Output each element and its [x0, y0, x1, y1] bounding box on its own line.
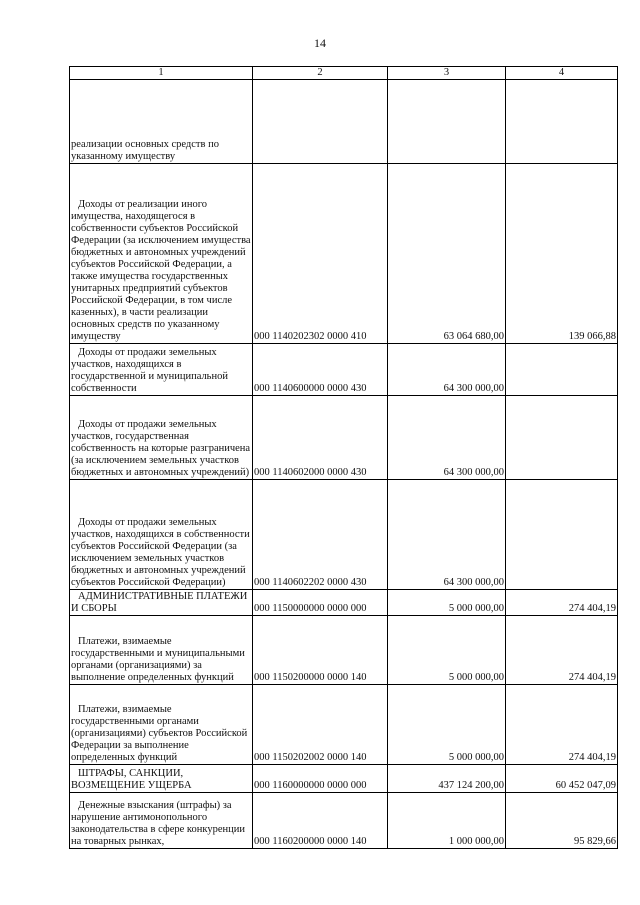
table-row [70, 765, 618, 793]
row-plan: 5 000 000,00 [388, 590, 506, 616]
row-fact [506, 396, 618, 480]
row-name: Доходы от продажи земельных участков, находящихся в собственности субъектов Российской Федерации (за исключением земельных участков бюджетных и автономных учреждений субъектов Российской Федерации) [70, 480, 253, 590]
row-fact [506, 80, 618, 164]
column-header: 4 [506, 67, 618, 80]
row-plan: 64 300 000,00 [388, 396, 506, 480]
row-code: 000 1150000000 0000 000 [253, 590, 388, 616]
row-fact: 274 404,19 [506, 685, 618, 765]
table-row [70, 164, 618, 344]
table-row [70, 80, 618, 164]
row-name: Денежные взыскания (штрафы) за нарушение антимонопольного законодательства в сфере конкуренции на товарных рынках, [70, 793, 253, 849]
column-header: 2 [253, 67, 388, 80]
row-fact: 139 066,88 [506, 164, 618, 344]
row-code [253, 80, 388, 164]
row-name: Платежи, взимаемые государственными органами (организациями) субъектов Российской Федерации за выполнение определенных функций [70, 685, 253, 765]
row-fact: 274 404,19 [506, 590, 618, 616]
row-plan: 64 300 000,00 [388, 480, 506, 590]
table-row [70, 396, 618, 480]
table-row [70, 793, 618, 849]
row-name: АДМИНИСТРАТИВНЫЕ ПЛАТЕЖИ И СБОРЫ [70, 590, 253, 616]
table-header-row [70, 67, 618, 80]
row-code: 000 1140600000 0000 430 [253, 344, 388, 396]
row-name: Доходы от продажи земельных участков, государственная собственность на которые разграничена (за исключением земельных участков бюджетных и автономных учреждений) [70, 396, 253, 480]
row-name: Доходы от продажи земельных участков, находящихся в государственной и муниципальной собственности [70, 344, 253, 396]
row-plan [388, 80, 506, 164]
row-code: 000 1150202002 0000 140 [253, 685, 388, 765]
page-number: 14 [314, 36, 326, 50]
row-name: Платежи, взимаемые государственными и муниципальными органами (организациями) за выполнение определенных функций [70, 616, 253, 685]
row-fact: 95 829,66 [506, 793, 618, 849]
table-row [70, 616, 618, 685]
row-name: реализации основных средств по указанному имуществу [70, 80, 253, 164]
row-fact: 274 404,19 [506, 616, 618, 685]
row-name: ШТРАФЫ, САНКЦИИ, ВОЗМЕЩЕНИЕ УЩЕРБА [70, 765, 253, 793]
row-code: 000 1150200000 0000 140 [253, 616, 388, 685]
row-fact: 60 452 047,09 [506, 765, 618, 793]
table-row [70, 480, 618, 590]
row-code: 000 1140602000 0000 430 [253, 396, 388, 480]
row-code: 000 1140602202 0000 430 [253, 480, 388, 590]
row-code: 000 1140202302 0000 410 [253, 164, 388, 344]
row-plan: 64 300 000,00 [388, 344, 506, 396]
row-plan: 63 064 680,00 [388, 164, 506, 344]
row-name: Доходы от реализации иного имущества, находящегося в собственности субъектов Российской Федерации (за исключением имущества бюджетных и автономных учреждений субъектов Российской Федерации, а также имущества государственных унитарных предприятий субъектов Российской Федерации, в том числе казенных), в части реализации основных средств по указанному имуществу [70, 164, 253, 344]
row-fact [506, 344, 618, 396]
row-plan: 437 124 200,00 [388, 765, 506, 793]
row-fact [506, 480, 618, 590]
row-code: 000 1160200000 0000 140 [253, 793, 388, 849]
column-header: 3 [388, 67, 506, 80]
table-row [70, 344, 618, 396]
row-plan: 5 000 000,00 [388, 685, 506, 765]
table-row [70, 590, 618, 616]
table-row [70, 685, 618, 765]
column-header: 1 [70, 67, 253, 80]
row-code: 000 1160000000 0000 000 [253, 765, 388, 793]
row-plan: 1 000 000,00 [388, 793, 506, 849]
budget-table [69, 66, 618, 849]
row-plan: 5 000 000,00 [388, 616, 506, 685]
